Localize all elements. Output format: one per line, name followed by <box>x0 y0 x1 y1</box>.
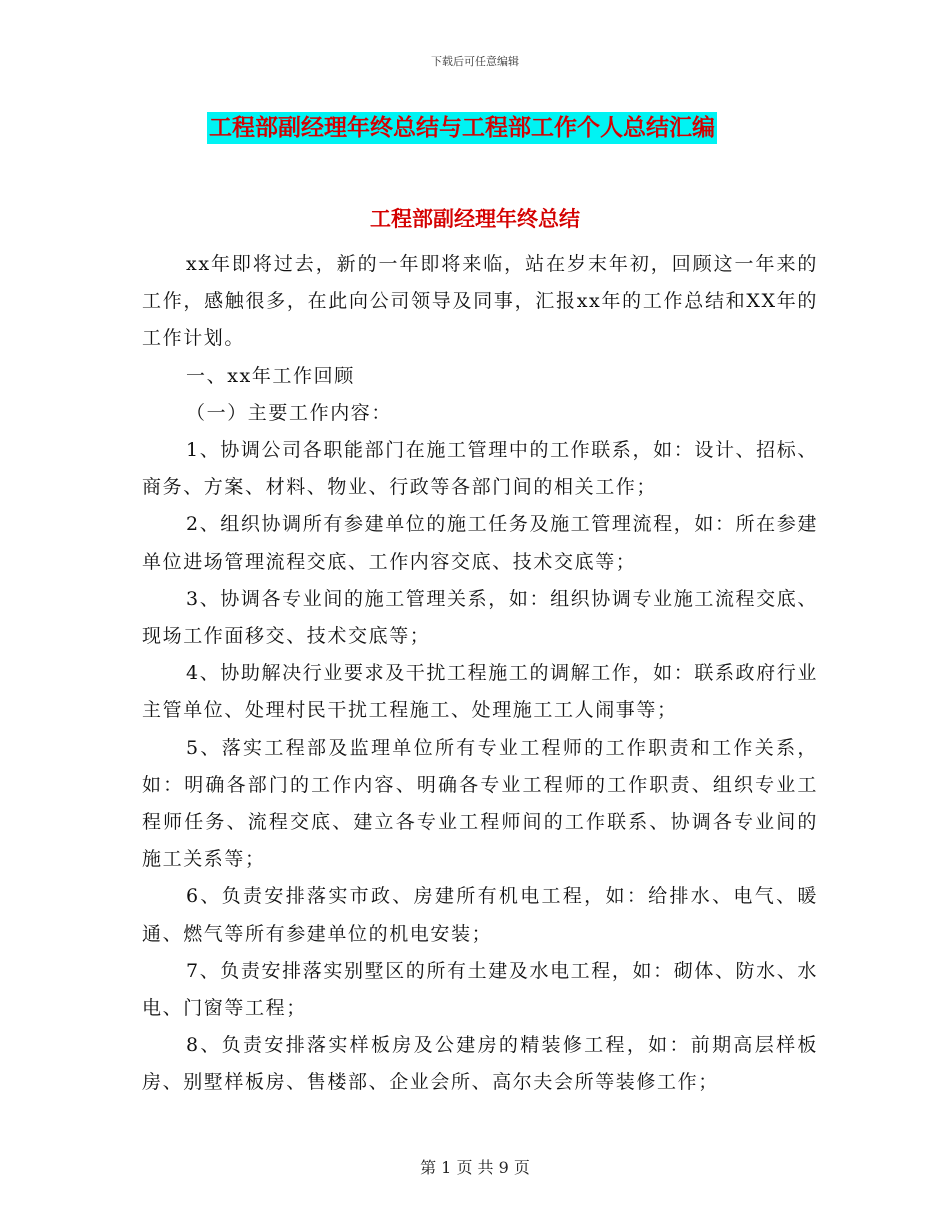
page-number-footer: 第 1 页 共 9 页 <box>420 1158 530 1177</box>
section-heading: 一、xx年工作回顾 <box>186 364 355 387</box>
list-item: 1、协调公司各职能部门在施工管理中的工作联系，如：设计、招标、商务、方案、材料、物业、行政等各部门间的相关工作； <box>142 439 818 499</box>
document-sub-title: 工程部副经理年终总结 <box>370 206 580 231</box>
list-item: 7、负责安排落实别墅区的所有土建及水电工程，如：砌体、防水、水电、门窗等工程； <box>142 959 818 1020</box>
body-paragraph: xx年即将过去，新的一年即将来临，站在岁末年初，回顾这一年来的工作，感触很多，在此向公司领导及同事，汇报xx年的工作总结和XX年的工作计划。 <box>142 253 818 350</box>
subsection-heading: （一）主要工作内容： <box>186 401 393 424</box>
document-main-title: 工程部副经理年终总结与工程部工作个人总结汇编 <box>207 112 717 144</box>
document-body <box>142 246 818 1102</box>
list-item: 5、落实工程部及监理单位所有专业工程师的工作职责和工作关系，如：明确各部门的工作内容、明确各专业工程师的工作职责、组织专业工程师任务、流程交底、建立各专业工程师间的工作联系、协调各专业间的施工关系等； <box>142 736 818 871</box>
list-item: 4、协助解决行业要求及干扰工程施工的调解工作，如：联系政府行业主管单位、处理村民干扰工程施工、处理施工工人闹事等； <box>142 662 818 722</box>
list-item: 8、负责安排落实样板房及公建房的精装修工程，如：前期高层样板房、别墅样板房、售楼部、企业会所、高尔夫会所等装修工作； <box>142 1034 818 1094</box>
list-item: 2、组织协调所有参建单位的施工任务及施工管理流程，如：所在参建单位进场管理流程交底、工作内容交底、技术交底等； <box>142 513 818 573</box>
list-item: 3、协调各专业间的施工管理关系，如：组织协调专业施工流程交底、现场工作面移交、技术交底等； <box>142 587 818 648</box>
header-note: 下载后可任意编辑 <box>431 55 519 68</box>
list-item: 6、负责安排落实市政、房建所有机电工程，如：给排水、电气、暖通、燃气等所有参建单位的机电安装； <box>142 885 818 945</box>
